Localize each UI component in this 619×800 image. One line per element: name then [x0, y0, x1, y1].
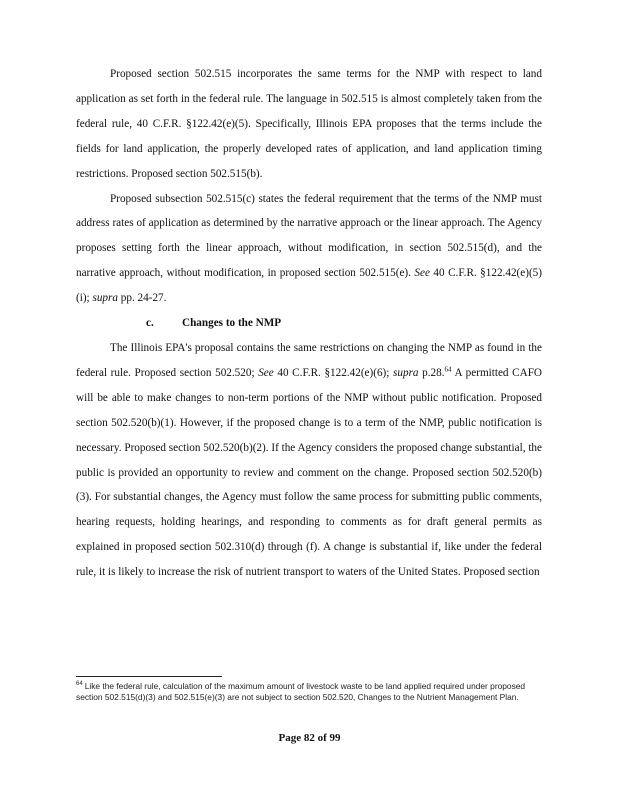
citation: 40 C.F.R. §122.42(e)(5)(i); — [76, 267, 543, 305]
para3-start: The Illinois EPA's proposal contains the same restrictions on changing the NMP as found in the federal rule. Proposed section 502.520; — [76, 341, 542, 379]
para2-text: Proposed subsection 502.515(c) states the federal requirement that the terms of the NMP must address rates of application as determined by the narrative approach or the linear approach. The Agency proposes setting forth the linear approach, without modification, in section 502.515(d), and the narrative approach, without modification, in proposed section 502.515(e). — [76, 192, 542, 280]
footnote-separator — [76, 676, 222, 677]
page-reference: pp. 24-27. — [117, 292, 167, 305]
citation: 40 C.F.R. §122.42(e)(6); — [273, 366, 394, 379]
see-signal: See — [258, 366, 274, 379]
footnote-reference[interactable]: 64 — [444, 365, 452, 374]
supra-signal: supra — [393, 366, 419, 379]
page-reference: p.28. — [418, 366, 445, 379]
paragraph-changes-to-nmp — [76, 336, 542, 585]
footnote-text: Like the federal rule, calculation of the maximum amount of livestock waste to be land applied required under proposed section 502.515(d)(3) and 502.515(e)(3) are not subject to section 502.520, Changes to the Nutrient Management Plan. — [76, 681, 526, 702]
footnote — [76, 681, 542, 702]
para3-rest: A permitted CAFO will be able to make changes to non-term portions of the NMP without public notification. Proposed section 502.520(b)(1). However, if the proposed change is to a term of the NMP, public notification is necessary. Proposed section 502.520(b)(2). If the Agency considers the proposed change substantial, the public is provided an opportunity to review and comment on the change. Proposed section 502.520(b)(3). For substantial changes, the Agency must follow the same process for submitting public comments, hearing requests, holding hearings, and responding to comments as for draft general permits as explained in proposed section 502.310(d) through (f). A change is substantial if, like under the federal rule, it is likely to increase the risk of nutrient transport to waters of the United States. Proposed section — [76, 366, 543, 579]
footnote-number: 64 — [76, 681, 83, 688]
heading-text: Changes to the NMP — [182, 317, 282, 330]
paragraph-rates-of-application — [76, 187, 542, 312]
page-number: Page 82 of 99 — [278, 732, 341, 744]
paragraph-land-application-terms: Proposed section 502.515 incorporates the same terms for the NMP with respect to land application as set forth in the federal rule. The language in 502.515 is almost completely taken from the federal rule, 40 C.F.R. §122.42(e)(5). Specifically, Illinois EPA proposes that the terms include the fields for land application, the properly developed rates of application, and land application timing restrictions. Proposed section 502.515(b). — [76, 68, 542, 180]
see-signal: See — [414, 267, 430, 280]
heading-letter: c. — [146, 317, 154, 330]
body-text — [76, 62, 542, 585]
supra-signal: supra — [92, 292, 118, 305]
section-heading — [76, 311, 542, 336]
